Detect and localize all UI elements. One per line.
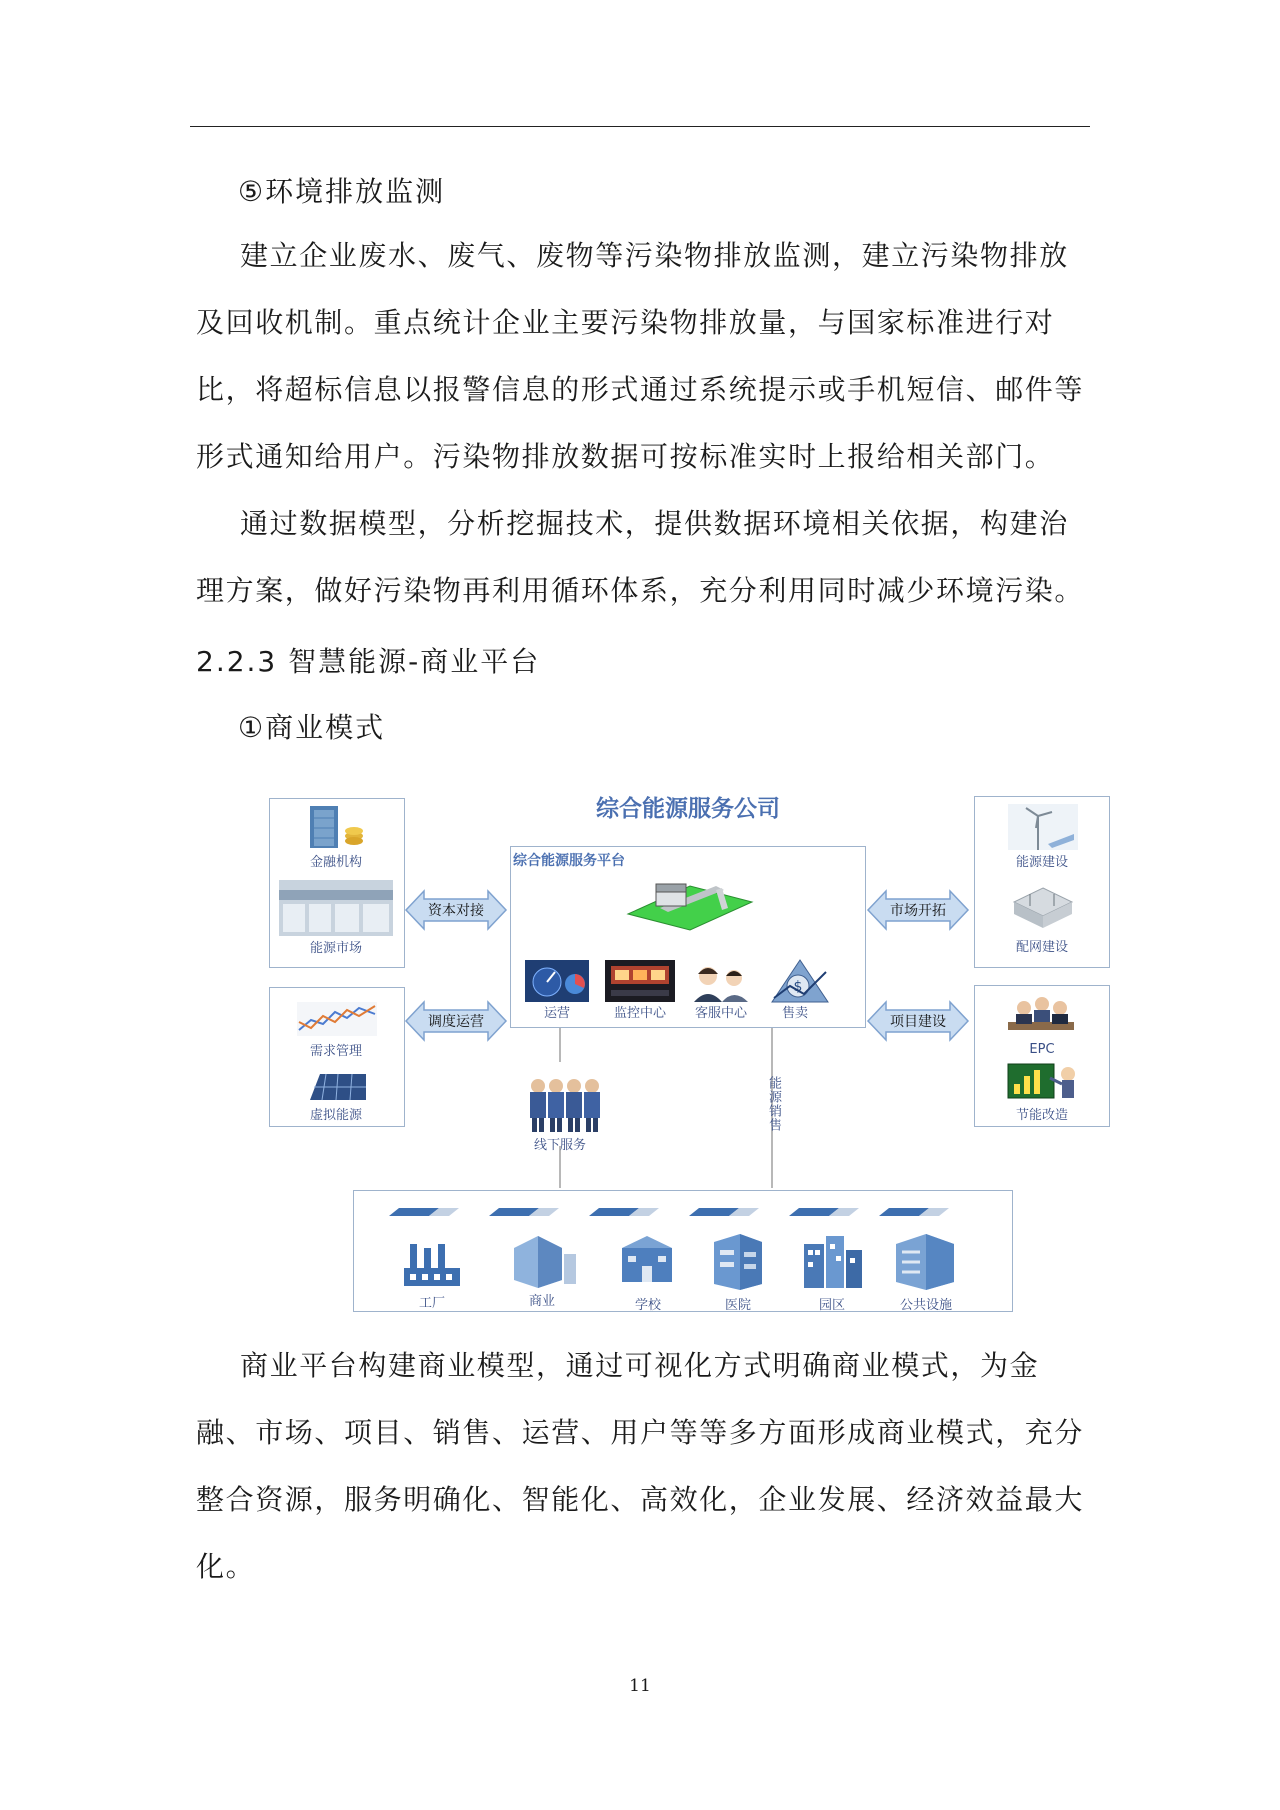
platform-label: 综合能源服务平台 [513,853,625,869]
label-virtual-energy: 虚拟能源 [309,1108,363,1123]
park-icon [800,1232,864,1290]
arrow-capital-label: 资本对接 [428,903,484,919]
label-energy-saving: 节能改造 [1015,1108,1069,1123]
label-energy-sales: 能源销售 [766,1076,781,1132]
label-operation: 运营 [543,1006,571,1021]
env-heading: ⑤环境排放监测 [238,175,446,208]
label-financial-institution: 金融机构 [309,855,363,870]
biz-paragraph: 商业平台构建商业模型，通过可视化方式明确商业模式，为金融、市场、项目、销售、运营、用户等等多方面形成商业模式，充分整合资源，服务明确化、智能化、高效化，企业发展、经济效益最大化。 [196,1349,1085,1583]
label-epc: EPC [1029,1042,1055,1057]
factory-icon [400,1236,464,1288]
arrow-dispatch-label: 调度运营 [428,1014,484,1030]
service-workers-icon [524,1072,604,1134]
label-commercial: 商业 [528,1294,556,1309]
svg-text:$: $ [793,979,803,995]
label-factory: 工厂 [418,1296,446,1311]
label-school: 学校 [634,1298,662,1313]
label-public-facility: 公共设施 [899,1298,953,1313]
diagram-title: 综合能源服务公司 [596,796,780,822]
label-hospital: 医院 [724,1298,752,1313]
label-grid-construction: 配网建设 [1015,940,1069,955]
biz-heading: ①商业模式 [238,711,386,744]
env-paragraph-2: 通过数据模型，分析挖掘技术，提供数据环境相关依据，构建治理方案，做好污染物再利用循环体系，充分利用同时减少环境污染。 [196,507,1085,607]
label-energy-market: 能源市场 [309,941,363,956]
label-sales: 售卖 [781,1006,809,1021]
page-number: 11 [629,1676,651,1696]
hospital-icon [706,1232,770,1290]
smart-meters-row [385,1202,1005,1222]
commercial-icon [504,1230,580,1288]
section-heading: 2.2.3 智慧能源-商业平台 [196,645,541,678]
arrow-project-label: 项目建设 [890,1014,946,1030]
label-offline-service: 线下服务 [533,1138,587,1153]
business-model-diagram [260,780,1120,1320]
label-customer-service: 客服中心 [694,1006,748,1021]
label-park: 园区 [818,1298,846,1313]
label-energy-construction: 能源建设 [1015,855,1069,870]
school-icon [616,1234,680,1290]
arrow-market-label: 市场开拓 [890,903,946,919]
label-monitor-center: 监控中心 [613,1006,667,1021]
public-facility-icon [890,1230,958,1290]
label-demand-management: 需求管理 [309,1044,363,1059]
env-paragraph-1: 建立企业废水、废气、废物等污染物排放监测，建立污染物排放及回收机制。重点统计企业主要污染物排放量，与国家标准进行对比，将超标信息以报警信息的形式通过系统提示或手机短信、邮件等形式通知给用户。污染物排放数据可按标准实时上报给相关部门。 [196,239,1085,473]
header-rule [190,126,1090,127]
